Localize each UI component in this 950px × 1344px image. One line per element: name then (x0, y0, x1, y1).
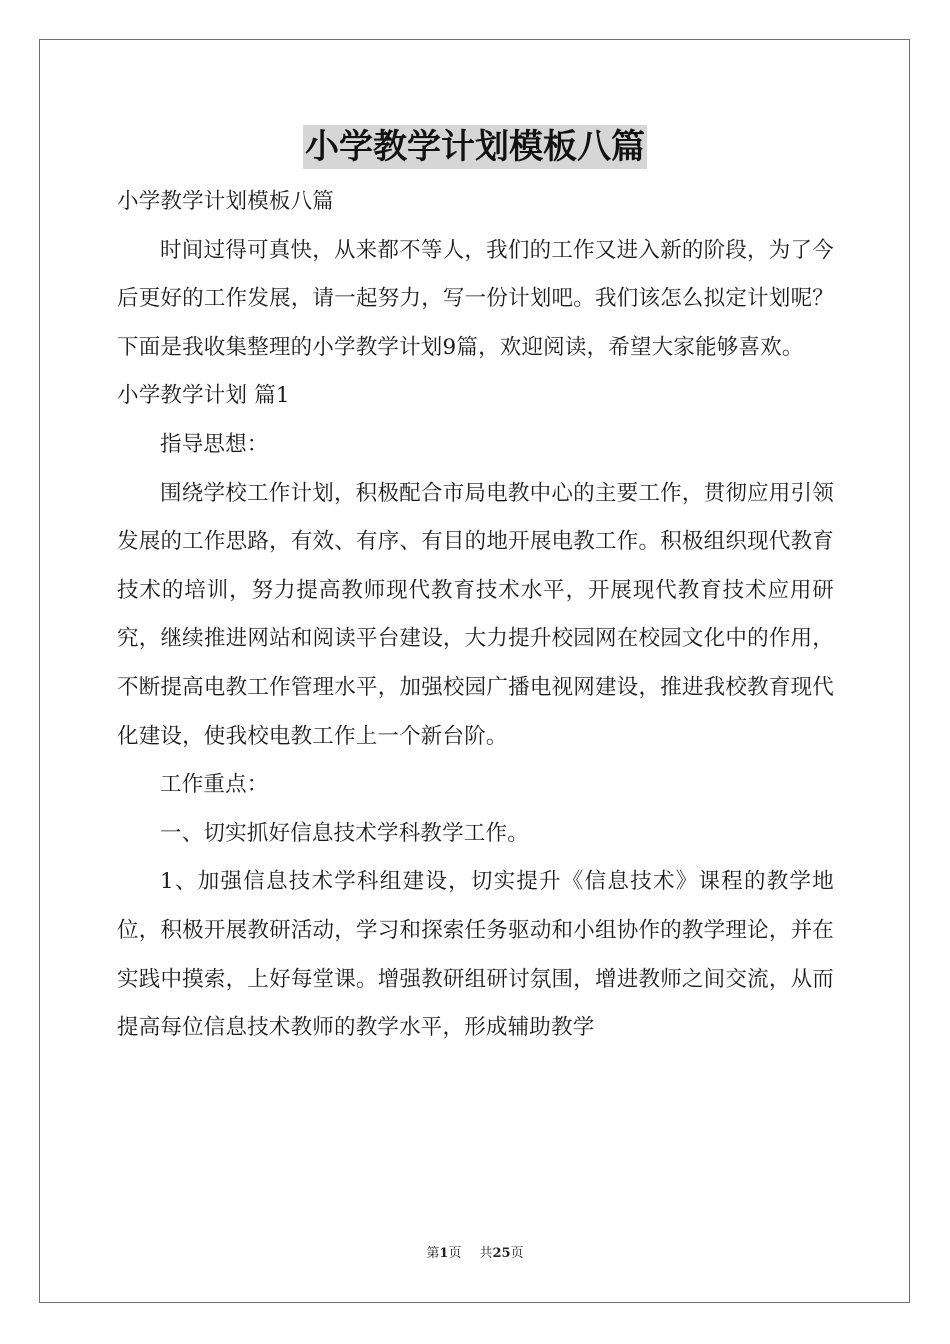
document-title: 小学教学计划模板八篇 (305, 127, 645, 167)
title-container (0, 125, 950, 169)
footer-total-prefix: 共 (479, 1246, 493, 1261)
footer-page-total: 25 (492, 1246, 511, 1261)
document-body (117, 178, 834, 1053)
paragraph: 围绕学校工作计划，积极配合市局电教中心的主要工作，贯彻应用引领发展的工作思路，有效、有序、有目的地开展电教工作。积极组织现代教育技术的培训，努力提高教师现代教育技术水平，开展现代教育技术应用研究，继续推进网站和阅读平台建设，大力提升校园网在校园文化中的作用，不断提高电教工作管理水平，加强校园广播电视网建设，推进我校教育现代化建设，使我校电教工作上一个新台阶。 (117, 480, 834, 749)
paragraph: 工作重点： (160, 772, 269, 798)
paragraph: 一、切实抓好信息技术学科教学工作。 (160, 820, 529, 846)
footer-total-suffix: 页 (510, 1246, 524, 1261)
paragraph: 指导思想： (160, 431, 269, 457)
paragraph: 1、加强信息技术学科组建设，切实提升《信息技术》课程的教学地位，积极开展教研活动，学习和探索任务驱动和小组协作的教学理论，并在实践中摸索，上好每堂课。增强教研组研讨氛围，增进教师之间交流，从而提高每位信息技术教师的教学水平，形成辅助教学 (117, 869, 834, 1041)
footer-page-prefix: 第 (426, 1246, 440, 1261)
footer-page-current: 1 (439, 1246, 449, 1261)
paragraph: 时间过得可真快，从来都不等人，我们的工作又进入新的阶段，为了今后更好的工作发展，请一起努力，写一份计划吧。我们该怎么拟定计划呢？下面是我收集整理的小学教学计划9篇，欢迎阅读，希望大家能够喜欢。 (117, 237, 834, 360)
page-footer (0, 1246, 950, 1262)
paragraph: 小学教学计划 篇1 (117, 383, 290, 409)
paragraph: 小学教学计划模板八篇 (117, 189, 335, 214)
footer-page-suffix: 页 (448, 1246, 462, 1261)
